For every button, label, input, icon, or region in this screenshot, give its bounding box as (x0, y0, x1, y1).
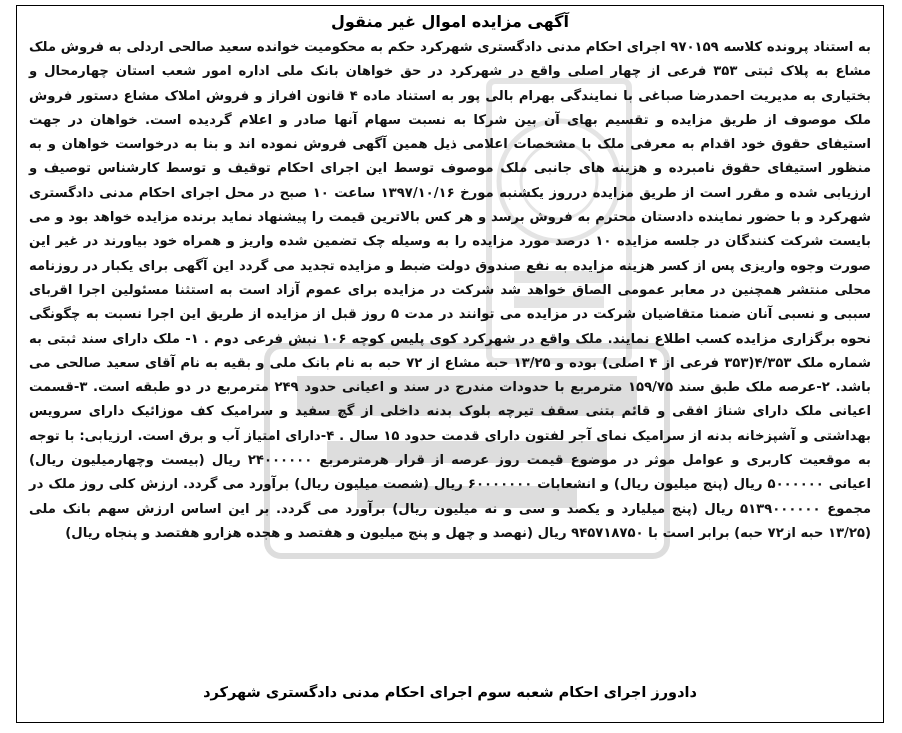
notice-body: به استناد پرونده کلاسه ۹۷۰۱۵۹ اجرای احکام مدنی دادگستری شهرکرد حکم به محکومیت خوانده سعید صالحی اردلی به فروش ملک مشاع به پلاک ثبتی ۳۵۳ فرعی از چهار اصلی واقع در شهرکرد در حق خواهان بانک ملی اداره امور شعب استان چهارمحال و بختیاری به مدیریت احمدرضا صباغی با نمایندگی بهرام بالی پور به استناد ماده ۴ قانون افراز و فروش املاک مشاع دستور فروش ملک موصوف از طریق مزایده و تقسیم بهای آن بین شرکا به نسبت سهام آنها صادر و اعلام گردیده است. خواهان در جهت استیفای حقوق خود اقدام به معرفی ملک با مشخصات اعلامی ذیل همین آگهی فروش نموده اند و بنا به درخواست خواهان و به منظور استیفای حقوق نامبرده و هزینه های جانبی ملک موصوف توسط این اجرای احکام توقیف و توسط کارشناس توصیف و ارزیابی شده و مقرر است از طریق مزایده درروز یکشنبه مورخ ۱۳۹۷/۱۰/۱۶ ساعت ۱۰ صبح در محل اجرای احکام مدنی دادگستری شهرکرد و با حضور نماینده دادستان محترم به فروش برسد و هر کس بالاترین قیمت را پیشنهاد نماید برنده مزایده خواهد بود و می بایست شرکت کنندگان در جلسه مزایده ۱۰ درصد مورد مزایده را به وسیله چک تضمین شده واریز و همراه خود بیاورند در غیر این صورت وجوه واریزی پس از کسر هزینه مزایده به نفع صندوق دولت ضبط و مزایده تجدید می گردد این آگهی برای یکبار در روزنامه محلی منتشر همچنین در معابر عمومی الصاق خواهد شد شرکت در مزایده برای عموم آزاد است به استثنا مسئولین اجرا اقربای سببی و نسبی آنان ضمنا متقاضیان شرکت در مزایده می توانند در مدت ۵ روز قبل از مزایده از طریق این اجرا نسبت به چگونگی نحوه برگزاری مزایده کسب اطلاع نمایند. ملک واقع در شهرکرد کوی پلیس کوچه ۱۰۶ نبش فرعی دوم . ۱- ملک دارای سند ثبتی به شماره ملک ۴/۳۵۳(۳۵۳ فرعی از ۴ اصلی) بوده و ۱۳/۲۵ حبه مشاع از ۷۲ حبه به نام بانک ملی و بقیه به نام آقای سعید صالحی می باشد. ۲-عرصه ملک طبق سند ۱۵۹/۷۵ مترمربع با حدودات مندرج در سند و اعیانی حدود ۲۴۹ مترمربع در دو طبقه است. ۳-قسمت اعیانی ملک دارای شناژ افقی و قائم بتنی سقف تیرچه بلوک بدنه داخلی از گچ سفید و سرامیک کف موزائیک دارای سرویس بهداشتی و آشپزخانه بدنه از سرامیک نمای آجر لفتون دارای قدمت حدود ۱۵ سال . ۴-دارای امتیاز آب و برق است. ارزیابی: با توجه به موقعیت کاربری و عوامل موثر در موضوع قیمت روز عرصه از قرار هرمترمربع ۲۴۰۰۰۰۰۰ ریال (بیست وچهارمیلیون ریال) اعیانی ۵۰۰۰۰۰۰ ریال (پنج میلیون ریال) و انشعابات ۶۰۰۰۰۰۰۰ ریال (شصت میلیون ریال) برآورد می گردد. ارزش کلی روز ملک در مجموع ۵۱۳۹۰۰۰۰۰۰ ریال (پنج میلیارد و یکصد و سی و نه میلیون ریال) برآورد می گردد. بر این اساس ارزش سهم بانک ملی (۱۳/۲۵ حبه از۷۲ حبه) برابر است با ۹۴۵۷۱۸۷۵۰ ریال (نهصد و چهل و پنج میلیون و هفتصد و هجده هزارو هفتصد و پنجاه ریال) (29, 40, 872, 541)
notice-frame (16, 5, 884, 723)
notice-title: آگهی مزایده اموال غیر منقول (331, 12, 569, 31)
notice-signature: دادورز اجرای احکام شعبه سوم اجرای احکام مدنی دادگستری شهرکرد (203, 685, 697, 701)
